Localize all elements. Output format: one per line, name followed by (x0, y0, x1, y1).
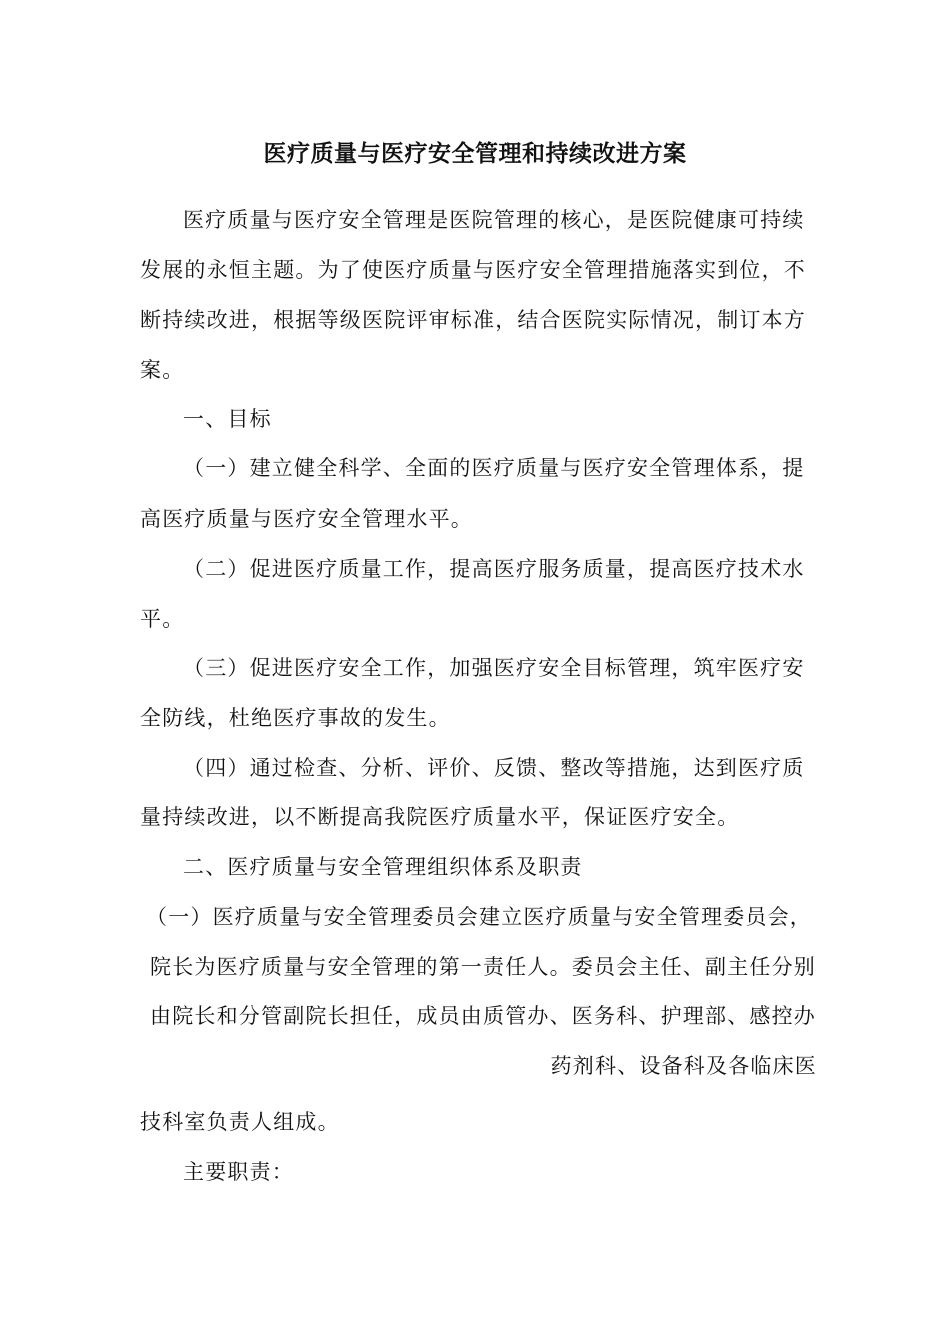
paragraph-line: （二）促进医疗质量工作，提高医疗服务质量，提高医疗技术水 (183, 557, 805, 581)
paragraph-line: 高医疗质量与医疗安全管理水平。 (140, 507, 473, 531)
paragraph-line: 医疗质量与医疗安全管理是医院管理的核心，是医院健康可持续 (183, 208, 805, 232)
paragraph-line: 量持续改进，以不断提高我院医疗质量水平，保证医疗安全。 (140, 805, 740, 829)
paragraph-line: 全防线，杜绝医疗事故的发生。 (140, 706, 451, 730)
section-heading: 一、目标 (183, 407, 272, 431)
paragraph-line: 断持续改进，根据等级医院评审标准，结合医院实际情况，制订本方 (140, 308, 806, 332)
paragraph-line: 院长为医疗质量与安全管理的第一责任人。委员会主任、副主任分别 (150, 955, 816, 979)
paragraph-line: 发展的永恒主题。为了使医疗质量与医疗安全管理措施落实到位，不 (140, 258, 806, 282)
paragraph-line: （四）通过检查、分析、评价、反馈、整改等措施，达到医疗质 (183, 756, 805, 780)
paragraph-line: （一）医疗质量与安全管理委员会建立医疗质量与安全管理委员会， (146, 905, 812, 929)
section-heading: 二、医疗质量与安全管理组织体系及职责 (183, 855, 583, 879)
paragraph-line: （三）促进医疗安全工作，加强医疗安全目标管理，筑牢医疗安 (183, 656, 805, 680)
paragraph-line: 由院长和分管副院长担任，成员由质管办、医务科、护理部、感控办 (150, 1004, 816, 1028)
paragraph-line: （一）建立健全科学、全面的医疗质量与医疗安全管理体系，提 (183, 456, 805, 480)
subheading: 主要职责： (183, 1160, 294, 1184)
paragraph-line: 药剂科、设备科及各临床医 (550, 1054, 817, 1078)
document-title: 医疗质量与医疗安全管理和持续改进方案 (263, 141, 687, 167)
paragraph-line: 案。 (140, 358, 185, 382)
paragraph-line: 平。 (140, 607, 185, 631)
paragraph-line: 技科室负责人组成。 (140, 1110, 340, 1134)
